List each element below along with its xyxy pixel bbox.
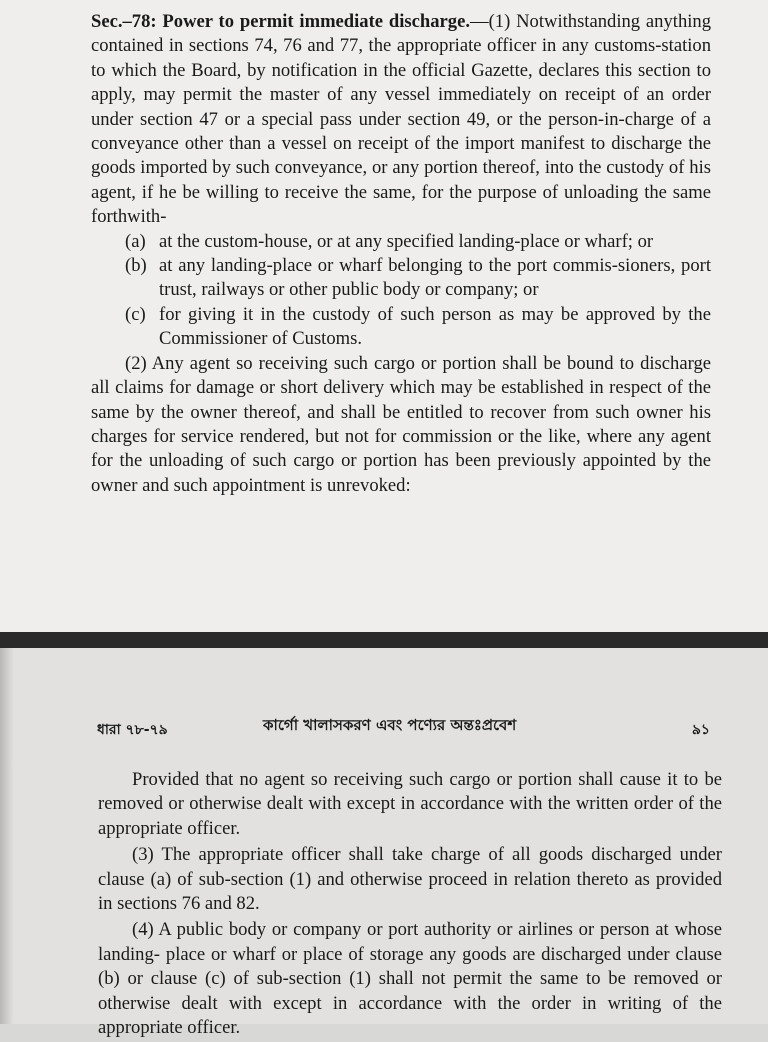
proviso-paragraph: Provided that no agent so receiving such cargo or portion shall cause it to be removed or otherwise dealt with except in accordance with the written order of the appropriate officer. <box>98 769 722 839</box>
subsection-2: (2) Any agent so receiving such cargo or portion shall be bound to discharge all claims for damage or short delivery which may be established in respect of the same by the owner thereof, and shall be entitled to recover from such owner his charges for service rendered, but not for commission or the like, where any agent for the unloading of such cargo or portion has been previously appointed by the owner and such appointment is unrevoked: <box>91 352 711 496</box>
clause-label: (c) <box>125 303 146 325</box>
section-heading: Sec.–78: Power to permit immediate discharge. <box>91 11 470 32</box>
clause-label: (a) <box>125 230 146 252</box>
running-header <box>97 712 710 742</box>
section-78-text <box>91 10 711 498</box>
section-78-continuation <box>98 768 722 1042</box>
subsection-4: (4) A public body or company or port authority or airlines or person at whose landing- place or wharf or place of storage any goods are discharged under clause (b) or clause (c) of sub-section (1) shall not permit the same to be removed or otherwise dealt with except in accordance with the order in writing of the appropriate officer. <box>98 919 722 1039</box>
header-section-ref: ধারা ৭৮-৭৯ <box>97 722 168 738</box>
header-chapter-title: কার্গো খালাসকরণ এবং পণ্যের অন্তঃপ্রবেশ <box>263 716 517 734</box>
page-gap <box>0 632 768 648</box>
clause-b <box>91 254 711 303</box>
clause-text: at any landing-place or wharf belonging to the port commis-sioners, port trust, railways or other public body or company; or <box>159 255 711 301</box>
clause-c <box>91 303 711 352</box>
clause-a <box>91 230 711 254</box>
page-number: ৯১ <box>691 722 710 738</box>
clause-text: for giving it in the custody of such person as may be approved by the Commissioner of Customs. <box>159 303 711 350</box>
subsection-3: (3) The appropriate officer shall take charge of all goods discharged under clause (a) of sub-section (1) and otherwise proceed in relation thereto as provided in sections 76 and 82. <box>98 844 722 915</box>
clause-text: at the custom-house, or at any specified landing-place or wharf; or <box>159 230 654 252</box>
section-78-body: —(1) Notwithstanding anything contained in sections 74, 76 and 77, the appropriate officer in any customs-station to which the Board, by notification in the official Gazette, declares this section to apply, may permit the master of any vessel immediately on receipt of an order under section 47 or a special pass under section 49, or the person-in-charge of a conveyance other than a vessel on receipt of the import manifest to discharge the goods imported by such conveyance, or any portion thereof, into the custody of his agent, if he be willing to receive the same, for the purpose of unloading the same forthwith- <box>91 11 711 228</box>
section-78-intro <box>91 10 711 230</box>
clause-label: (b) <box>125 255 147 277</box>
